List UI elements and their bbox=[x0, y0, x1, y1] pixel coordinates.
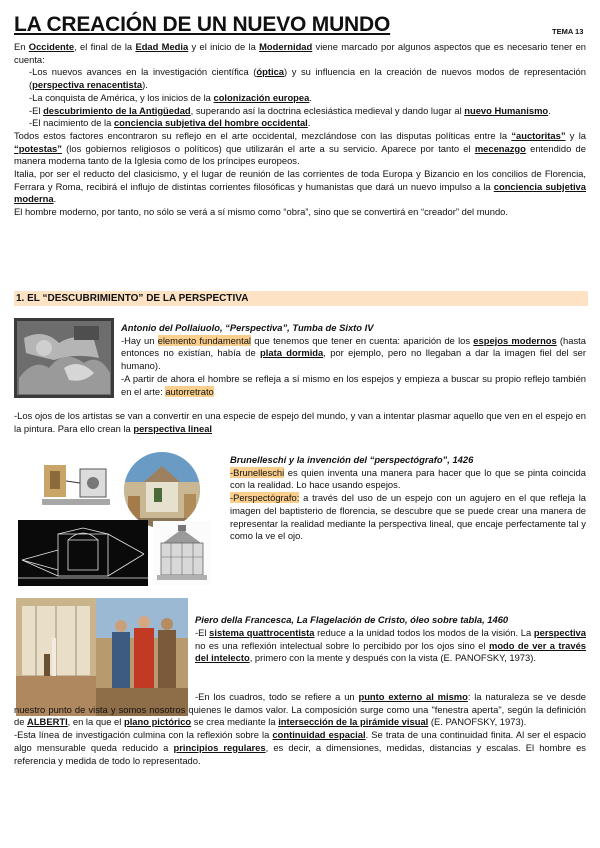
text: , en la que el bbox=[67, 716, 124, 728]
piero-rest bbox=[14, 691, 586, 767]
keyword: plano pictórico bbox=[123, 716, 192, 728]
keyword: plata dormida bbox=[260, 347, 324, 359]
text: ). bbox=[142, 79, 148, 91]
text: -Esta línea de investigación culmina con la reflexión sobre la bbox=[14, 729, 273, 741]
pollaiuolo-relief-image bbox=[14, 318, 114, 398]
text: , el final de la bbox=[74, 41, 136, 52]
text: -Los nuevos avances en la investigación científica ( bbox=[29, 66, 257, 78]
brunelleschi-caption: Brunelleschi y la invención del “perspectógrafo”, 1426 bbox=[230, 454, 474, 465]
section-heading: 1. EL “DESCUBRIMIENTO” DE LA PERSPECTIVA bbox=[14, 291, 588, 306]
text: (hasta entonces no existían, había de bbox=[121, 334, 586, 359]
perspective-diagram-image bbox=[18, 520, 148, 586]
intro-paragraph-1 bbox=[14, 41, 586, 66]
text: (los gobiernos religiosos o políticos) que utilizarán el arte a su servicio. Aparece por tanto el bbox=[61, 142, 475, 154]
topic-number: TEMA 13 bbox=[552, 27, 584, 36]
page-title: LA CREACIÓN DE UN NUEVO MUNDO bbox=[14, 13, 391, 36]
keyword: colonización europea bbox=[213, 91, 310, 103]
keyword: espejos modernos bbox=[473, 334, 557, 346]
keyword: conciencia subjetiva moderna bbox=[14, 180, 586, 205]
pollaiuolo-text bbox=[121, 322, 586, 398]
baptistery-photo-image bbox=[153, 521, 211, 585]
text: , superando así la doctrina eclesiástica medieval y dando lugar al bbox=[190, 104, 465, 116]
keyword: intersección de la pirámide visual bbox=[278, 716, 429, 728]
keyword: óptica bbox=[256, 66, 285, 78]
text: . Se trata de una continuidad finita. Al ser el espacio algo mensurable queda reducido a bbox=[14, 729, 586, 753]
highlight: elemento fundamental bbox=[157, 334, 252, 346]
text: -Los ojos de los artistas se van a convertir en una especie de espejo del mundo, y van a intentar plasmar aquello que ven en el espejo en la pintura. Para ello crean la bbox=[14, 410, 586, 434]
text: -Hay un bbox=[121, 334, 158, 346]
text: Italia, por ser el reducto del clasicismo, y el lugar de reunión de las corrientes de toda Europa y Bizancio en los concilios de Florencia, Ferrara y Roma, recibirá el influjo de distintas corrientes filosóficas y humanistas que dará un nuevo impulso a la bbox=[14, 168, 586, 192]
keyword: “potestas” bbox=[14, 142, 62, 154]
keyword: nuevo Humanismo bbox=[464, 104, 549, 116]
text: es quien inventa una manera para hacer que lo que se pinta coincida con la realidad. Lo hace usando espejos. bbox=[230, 466, 586, 491]
text: viene marcado por algunos aspectos que es necesario tener en cuenta: bbox=[14, 41, 587, 65]
text: Todos estos factores encontraron su reflejo en el arte occidental, mezclándose con las disputas políticas entre la bbox=[14, 129, 512, 141]
brunelleschi-line-1 bbox=[230, 467, 586, 492]
highlight: autorretrato bbox=[165, 385, 214, 397]
text: y la bbox=[565, 129, 586, 141]
text: -A partir de ahora el hombre se refleja a sí mismo en los espejos y empieza a buscar su propio reflejo también en el arte: bbox=[121, 372, 586, 397]
keyword: ALBERTI bbox=[27, 716, 68, 728]
piero-text bbox=[195, 614, 586, 627]
text: -El bbox=[29, 104, 44, 116]
intro-text bbox=[14, 41, 586, 219]
keyword: Occidente bbox=[28, 41, 75, 52]
text: . bbox=[548, 104, 551, 116]
text: entendido de manera moderna tanto de la Iglesia como de los príncipes europeos. bbox=[14, 142, 586, 167]
text: : la naturaleza se ve desde nuestro punto de vista y somos nosotros quienes le damos valor. La composición surge como una "fenestra aperta", según la definición de bbox=[14, 691, 587, 728]
text: -El nacimiento de la bbox=[29, 117, 114, 129]
keyword: mecenazgo bbox=[474, 142, 526, 154]
keyword: continuidad espacial bbox=[272, 729, 366, 741]
keyword: perspectiva lineal bbox=[133, 422, 213, 434]
intro-bullet-1 bbox=[14, 66, 586, 91]
text: . bbox=[53, 193, 57, 205]
keyword: modo de ver a través del intelecto bbox=[195, 639, 586, 664]
piero-line-1-block bbox=[195, 627, 586, 665]
perspectograph-figure-image bbox=[36, 455, 116, 515]
pollaiuolo-line-1 bbox=[121, 335, 586, 373]
pollaiuolo-caption: Antonio del Pollaiuolo, “Perspectiva”, Tumba de Sixto IV bbox=[121, 322, 374, 333]
text: no es una reflexión intelectual sobre lo percibido por los ojos sino el bbox=[195, 639, 489, 651]
keyword: “auctoritas” bbox=[511, 129, 566, 141]
text: (E. PANOFSKY, 1973). bbox=[428, 716, 527, 728]
text: , primero con la mente y después con la vista (E. PANOFSKY, 1973). bbox=[249, 652, 536, 664]
pollaiuolo-line-2 bbox=[121, 373, 586, 398]
piero-caption: Piero della Francesca, La Flagelación de Cristo, óleo sobre tabla, 1460 bbox=[195, 614, 509, 625]
baptistery-circle-image bbox=[124, 452, 200, 528]
keyword: sistema quattrocentista bbox=[209, 627, 315, 638]
highlight: -Brunelleschi bbox=[230, 466, 285, 478]
intro-paragraph-2 bbox=[14, 130, 586, 168]
pollaiuolo-text-full bbox=[14, 410, 586, 435]
piero-line-2 bbox=[14, 691, 586, 729]
intro-paragraph-3 bbox=[14, 168, 586, 206]
text: , es decir, a dimensiones, medidas, distancias y escalas. El hombre es referencia y medida de todo lo representado. bbox=[14, 741, 586, 766]
pollaiuolo-line-3 bbox=[14, 410, 586, 435]
piero-line-1 bbox=[195, 627, 586, 665]
text: se crea mediante la bbox=[191, 716, 279, 728]
text: reduce a la unidad todos los modos de la visión. La bbox=[314, 627, 534, 638]
highlight: -Perspectógrafo: bbox=[230, 492, 300, 504]
keyword: perspectiva bbox=[533, 627, 586, 638]
text: y el inicio de la bbox=[188, 41, 260, 52]
text: que tenemos que tener en cuenta: aparición de los bbox=[251, 334, 474, 346]
keyword: Edad Media bbox=[135, 41, 189, 52]
text: . bbox=[307, 117, 311, 129]
intro-bullet-3 bbox=[14, 105, 586, 118]
text: En bbox=[14, 41, 29, 52]
keyword: principios regulares bbox=[173, 741, 266, 753]
intro-paragraph-4: El hombre moderno, por tanto, no sólo se verá a sí mismo como “obra”, sino que se convertirá en “creador” del mundo. bbox=[14, 206, 508, 218]
keyword: descubrimiento de la Antigüedad bbox=[43, 104, 191, 116]
brunelleschi-line-2 bbox=[230, 492, 586, 543]
text: a través del uso de un espejo con un agujero en el que refleja la imagen del baptisterio de florencia, se descubre que se puede crear una manera de representar la realidad mediante la perspectiva lineal, que encaje perfectamente tal y como la ve el ojo. bbox=[230, 492, 586, 542]
piero-line-3 bbox=[14, 729, 586, 767]
keyword: perspectiva renacentista bbox=[32, 79, 143, 91]
text: , por ejemplo, pero no llegaban a dar la imagen fiel del ser humano). bbox=[121, 347, 586, 372]
intro-bullet-2 bbox=[14, 92, 586, 105]
text: -En los cuadros, todo se refiere a un bbox=[195, 691, 359, 702]
text: . bbox=[309, 91, 312, 103]
text: -La conquista de América, y los inicios de la bbox=[29, 91, 214, 103]
intro-bullet-4 bbox=[14, 117, 586, 130]
keyword: conciencia subjetiva del hombre occidental bbox=[113, 117, 308, 129]
keyword: punto externo al mismo bbox=[358, 691, 468, 702]
brunelleschi-text bbox=[230, 454, 586, 543]
keyword: Modernidad bbox=[259, 41, 313, 52]
text: -El bbox=[195, 627, 210, 638]
text: ) y su influencia en la creación de nuevos modos de representación ( bbox=[29, 66, 586, 91]
